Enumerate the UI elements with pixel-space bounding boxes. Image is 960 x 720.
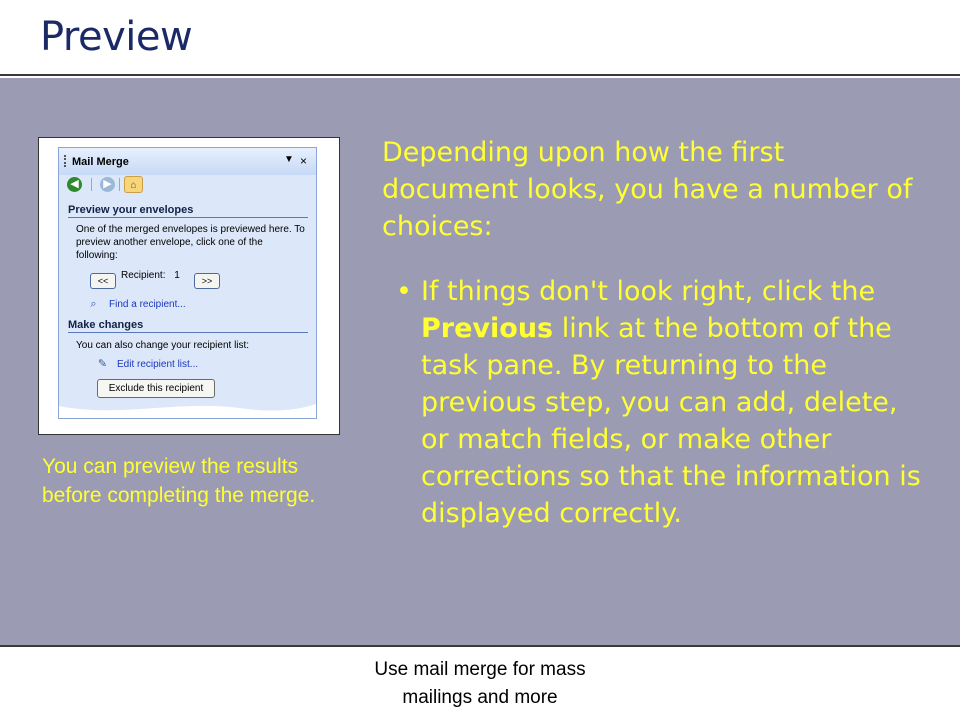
- pane-wave-decoration: [59, 400, 316, 418]
- next-recipient-button[interactable]: >>: [194, 273, 220, 289]
- section-heading-make-changes: Make changes: [68, 319, 144, 331]
- title-divider: [0, 74, 960, 76]
- edit-recipient-list-icon[interactable]: ✎: [97, 358, 108, 370]
- bullet-marker: •: [396, 276, 412, 307]
- section-divider: [68, 332, 308, 333]
- screenshot-caption: You can preview the results before completing the merge.: [42, 455, 316, 507]
- grip-icon[interactable]: [64, 155, 68, 167]
- slide-footer: [300, 656, 660, 712]
- slide-title: Preview: [40, 14, 193, 60]
- previous-recipient-button[interactable]: <<: [90, 273, 116, 289]
- pane-title-bar: [59, 148, 316, 175]
- bullet-text-end: link at the bottom of the task pane. By returning to the previous step, you can add, delete, or match fields, or make other corrections so that the information is displayed correctly.: [421, 313, 921, 529]
- bullet-bold-previous: Previous: [421, 313, 554, 344]
- recipient-label: Recipient:: [121, 270, 166, 281]
- forward-arrow-icon[interactable]: ▶: [100, 177, 115, 192]
- main-body-text: [382, 134, 922, 532]
- find-recipient-link[interactable]: Find a recipient...: [109, 299, 186, 310]
- toolbar-separator: [91, 178, 92, 191]
- make-changes-instructions: You can also change your recipient list:: [76, 340, 250, 351]
- preview-instructions: One of the merged envelopes is previewed here. To preview another envelope, click one of the following:: [76, 224, 305, 261]
- mail-merge-task-pane: [58, 147, 317, 419]
- toolbar-separator: [119, 178, 120, 191]
- home-icon[interactable]: ⌂: [124, 176, 143, 193]
- section-divider: [68, 217, 308, 218]
- panel-bottom-divider: [0, 645, 960, 647]
- edit-recipient-list-link[interactable]: Edit recipient list...: [117, 359, 199, 370]
- recipient-indicator: [121, 270, 180, 281]
- footer-line-2: mailings and more: [402, 687, 558, 708]
- pane-title: Mail Merge: [72, 156, 129, 168]
- intro-paragraph: Depending upon how the first document looks, you have a number of choices:: [382, 137, 913, 242]
- bullet-text-start: If things don't look right, click the: [421, 276, 876, 307]
- pane-close-icon[interactable]: ×: [300, 154, 308, 168]
- section-heading-preview: Preview your envelopes: [68, 204, 194, 216]
- exclude-recipient-button[interactable]: Exclude this recipient: [97, 379, 215, 398]
- footer-line-1: Use mail merge for mass: [374, 659, 586, 680]
- bullet-item: [382, 273, 922, 532]
- recipient-number: 1: [174, 270, 180, 281]
- pane-menu-dropdown-icon[interactable]: ▼: [284, 154, 294, 165]
- pane-toolbar: [62, 176, 152, 194]
- back-arrow-icon[interactable]: ◀: [67, 177, 82, 192]
- find-recipient-icon[interactable]: ⌕: [90, 298, 97, 310]
